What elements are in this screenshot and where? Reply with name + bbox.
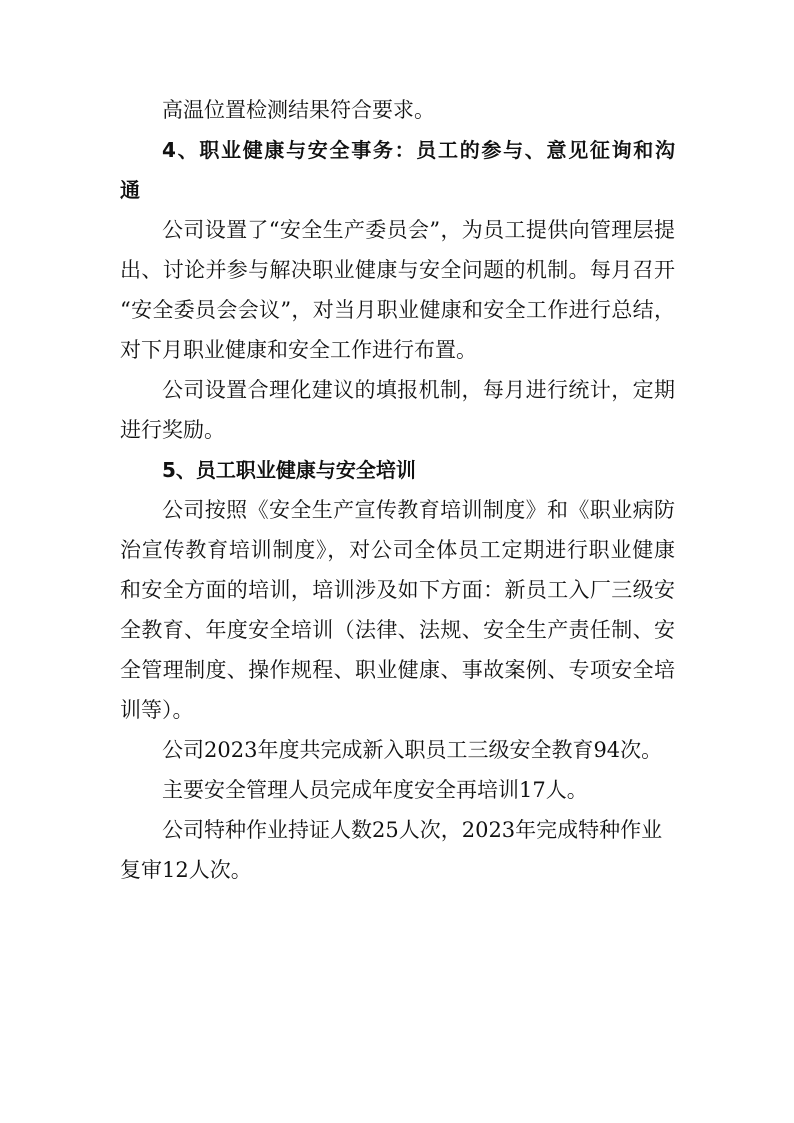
- paragraph-line: 治宣传教育培训制度》，对公司全体员工定期进行职业健康: [120, 538, 675, 562]
- paragraph-line: 公司2023年度共完成新入职员工三级安全教育94次。: [162, 738, 663, 762]
- paragraph-line: 公司按照《安全生产宣传教育培训制度》和《职业病防: [162, 498, 675, 522]
- paragraph-line: 复审12人次。: [120, 858, 252, 882]
- paragraph-line: 全管理制度、操作规程、职业健康、事故案例、专项安全培: [120, 658, 675, 682]
- document-body: [120, 90, 675, 890]
- paragraph-line: 训等）。: [120, 698, 194, 722]
- paragraph-line: 对下月职业健康和安全工作进行布置。: [120, 338, 477, 362]
- paragraph-line: 出、讨论并参与解决职业健康与安全问题的机制。每月召开: [120, 258, 675, 282]
- paragraph-line: 主要安全管理人员完成年度安全再培训17人。: [162, 778, 588, 802]
- paragraph-line: 和安全方面的培训，培训涉及如下方面：新员工入厂三级安: [120, 578, 675, 602]
- paragraph-line: 公司特种作业持证人数25人次，2023年完成特种作业: [162, 818, 663, 842]
- paragraph-line: 公司设置了“安全生产委员会”，为员工提供向管理层提: [162, 218, 675, 242]
- paragraph-line: 公司设置合理化建议的填报机制，每月进行统计，定期: [162, 378, 675, 402]
- section-heading-5: 5、员工职业健康与安全培训: [162, 458, 416, 482]
- section-heading-4: 4、职业健康与安全事务：员工的参与、意见征询和沟: [162, 138, 675, 162]
- paragraph-line: 高温位置检测结果符合要求。: [162, 98, 435, 122]
- paragraph-line: 进行奖励。: [120, 418, 225, 442]
- paragraph-line: “安全委员会会议”，对当月职业健康和安全工作进行总结，: [120, 298, 675, 322]
- paragraph-line: 全教育、年度安全培训（法律、法规、安全生产责任制、安: [120, 618, 675, 642]
- section-heading-4-continued: 通: [120, 178, 140, 202]
